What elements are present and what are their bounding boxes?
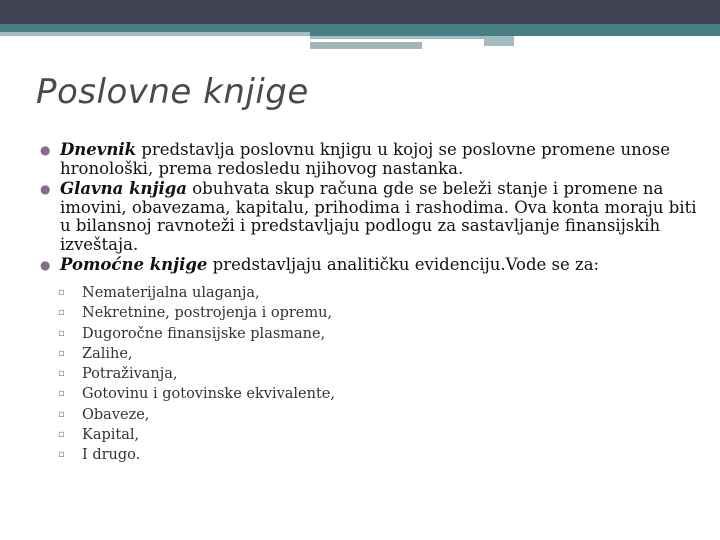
decor-strip xyxy=(0,32,310,36)
header-band xyxy=(0,0,720,24)
square-bullet-icon: ▫ xyxy=(58,388,65,400)
bullet-icon: ● xyxy=(40,258,51,272)
square-bullet-icon: ▫ xyxy=(58,368,65,380)
bullet-text: predstavljaju analitičku evidenciju.Vode se za: xyxy=(207,255,600,274)
sub-item-text: Nekretnine, postrojenja i opremu, xyxy=(82,305,333,322)
sub-item xyxy=(58,303,335,323)
sub-item xyxy=(58,324,335,344)
square-bullet-icon: ▫ xyxy=(58,327,65,339)
sub-item-text: Dugoročne finansijske plasmane, xyxy=(82,325,326,342)
sub-item xyxy=(58,364,335,384)
sub-item-text: Nematerijalna ulaganja, xyxy=(82,285,260,301)
sub-item-text: Zalihe, xyxy=(82,345,133,362)
sub-item xyxy=(58,384,335,404)
bullet-text: predstavlja poslovnu knjigu u kojoj se poslovne promene unose hronološki, prema redosledu njihovog nastanka. xyxy=(60,140,670,178)
sub-item xyxy=(58,405,335,425)
decor-strip xyxy=(310,36,510,39)
sub-item-text: Kapital, xyxy=(82,427,140,444)
bullet-icon: ● xyxy=(40,182,51,196)
decor-strip xyxy=(484,36,514,46)
sub-item xyxy=(58,283,335,303)
sub-item-text: Potraživanja, xyxy=(82,366,178,383)
sub-item xyxy=(58,344,335,364)
bullet-item xyxy=(38,141,698,178)
sub-bullet-list xyxy=(58,283,335,466)
square-bullet-icon: ▫ xyxy=(58,449,65,461)
bullet-item xyxy=(38,256,698,275)
bullet-term: Glavna knjiga xyxy=(60,179,187,198)
decor-strip xyxy=(310,42,422,49)
sub-item-text: Obaveze, xyxy=(82,406,150,423)
slide-title: Poslovne knjige xyxy=(36,72,309,112)
square-bullet-icon: ▫ xyxy=(58,408,65,420)
bullet-term: Pomoćne knjige xyxy=(60,255,208,274)
bullet-icon: ● xyxy=(40,143,51,157)
sub-item xyxy=(58,425,335,445)
sub-item-text: I drugo. xyxy=(82,447,141,464)
bullet-item xyxy=(38,180,698,254)
sub-item-text: Gotovinu i gotovinske ekvivalente, xyxy=(82,386,335,403)
square-bullet-icon: ▫ xyxy=(58,307,65,319)
bullet-text: obuhvata skup računa gde se beleži stanje i promene na imovini, obavezama, kapitalu, prihodima i rashodima. Ova konta moraju biti u bilansnoj ravnoteži i predstavljaju podlogu za sastavljanje finansijskih izveštaja. xyxy=(60,179,697,254)
square-bullet-icon: ▫ xyxy=(58,429,65,441)
bullet-term: Dnevnik xyxy=(60,140,137,159)
square-bullet-icon: ▫ xyxy=(58,347,65,359)
sub-item xyxy=(58,445,335,465)
bullet-list xyxy=(38,141,698,277)
square-bullet-icon: ▫ xyxy=(58,287,65,298)
